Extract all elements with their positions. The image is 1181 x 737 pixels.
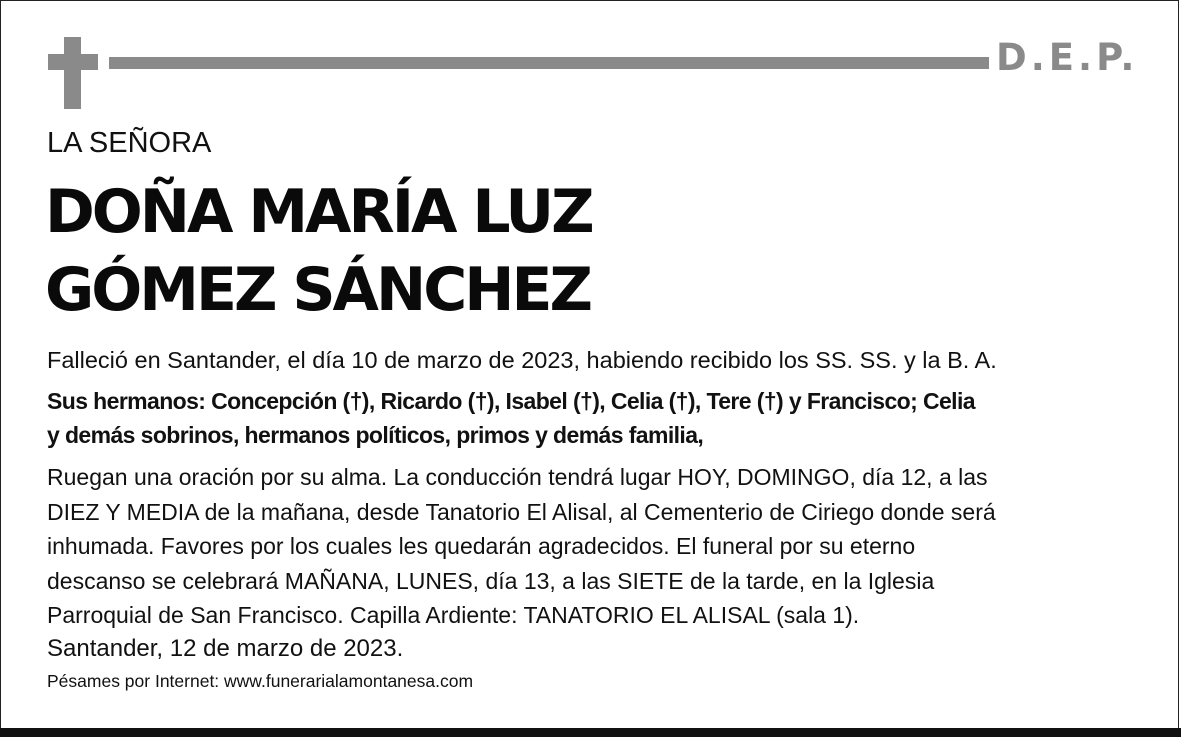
bottom-border bbox=[0, 728, 1181, 737]
honorific: LA SEÑORA bbox=[47, 127, 212, 159]
place-and-date: Santander, 12 de marzo de 2023. bbox=[47, 635, 404, 662]
deceased-name-line-2: GÓMEZ SÁNCHEZ bbox=[45, 255, 590, 325]
family-line: y demás sobrinos, hermanos políticos, primos y demás familia, bbox=[47, 422, 704, 448]
family-list bbox=[47, 384, 975, 452]
header-rule bbox=[109, 57, 989, 69]
dep-label: D.E.P. bbox=[996, 36, 1139, 79]
service-details bbox=[47, 460, 996, 633]
cross-vertical-bar bbox=[64, 37, 81, 109]
service-line: Ruegan una oración por su alma. La conducción tendrá lugar HOY, DOMINGO, día 12, a las bbox=[47, 464, 988, 490]
family-line: Sus hermanos: Concepción (†), Ricardo (†), Isabel (†), Celia (†), Tere (†) y Francisco; Celia bbox=[47, 388, 975, 414]
service-line: inhumada. Favores por los cuales les quedarán agradecidos. El funeral por su eterno bbox=[47, 533, 916, 559]
cross-horizontal-bar bbox=[48, 54, 98, 70]
service-line: DIEZ Y MEDIA de la mañana, desde Tanatorio El Alisal, al Cementerio de Ciriego donde será bbox=[47, 498, 996, 525]
condolences-web: Pésames por Internet: www.funerarialamontanesa.com bbox=[47, 671, 474, 691]
death-announcement: Falleció en Santander, el día 10 de marzo de 2023, habiendo recibido los SS. SS. y la B. A. bbox=[47, 347, 997, 373]
deceased-name-line-1: DOÑA MARÍA LUZ bbox=[45, 177, 592, 247]
service-line: Parroquial de San Francisco. Capilla Ardiente: TANATORIO EL ALISAL (sala 1). bbox=[47, 602, 860, 628]
service-line: descanso se celebrará MAÑANA, LUNES, día 13, a las SIETE de la tarde, en la Iglesia bbox=[47, 567, 935, 594]
